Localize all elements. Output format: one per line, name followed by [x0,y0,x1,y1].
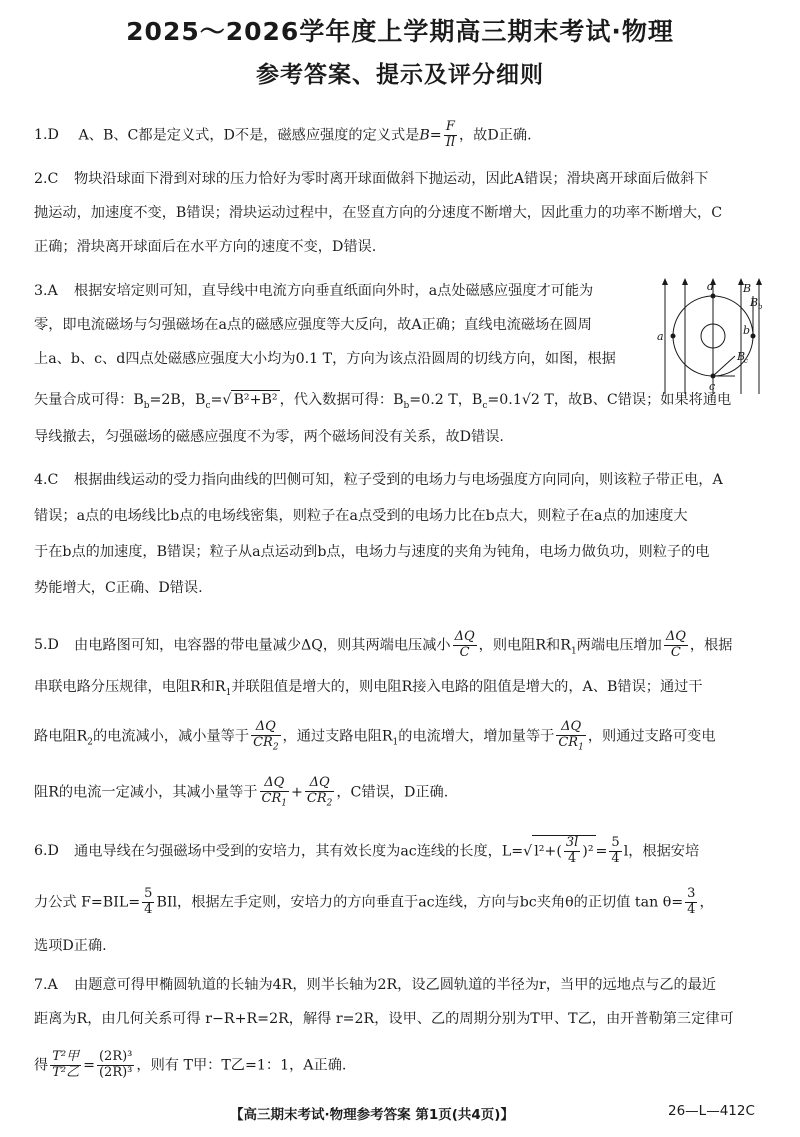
answer-3-line-2: 零，即电流磁场与匀强磁场在a点的磁感应强度等大反向，故A正确；直线电流磁场在圆周 [34,317,592,333]
answer-2-line-1: 物块沿球面下滑到对球的压力恰好为零时离开球面做斜下抛运动，因此A错误；滑块离开球面后做斜下 [74,171,709,187]
page-subtitle: 参考答案、提示及评分细则 [256,62,544,88]
point-a [671,334,676,339]
answer-3-line-5: 导线撤去，匀强磁场的磁感应强度不为零，两个磁场间没有关系，故D错误. [34,429,504,445]
answer-4-line-3: 于在b点的加速度，B错误；粒子从a点运动到b点，电场力与速度的夹角为钝角，电场力做负功，则粒子的电 [34,544,710,560]
answer-3-line-1: 根据安培定则可知，直导线中电流方向垂直纸面向外时，a点处磁感应强度才可能为 [74,283,594,299]
answer-1-fraction: $\frac{F}{Il}$ [445,119,455,150]
answer-5-line-4: 阻R的电流一定减小，其减小量等于 $\frac{\Delta Q}{CR_1}$ + $\frac{\Delta Q}{CR_2}$ ，C错误，D正确. [34,775,449,809]
label-Bc-subscript: c [744,357,748,365]
footer-title: 【高三期末考试·物理参考答案 第1页(共4页)】 [230,1107,514,1123]
label-d: d [707,280,715,293]
arrow-2 [682,278,688,285]
answer-1-label: 1.D [34,127,59,144]
answer-1-text: A、B、C都是定义式，D不是，磁感应强度的定义式是 [78,127,420,144]
answer-7-line-3: 得 $\frac{\text{T²甲}}{\text{T²乙}}$ = $\frac{\text{(2R)³}}{\text{(2R)³}}$ ，则有 T甲：T乙=1：1，A正确. [34,1049,347,1080]
answer-7-label: 7.A [34,977,58,993]
answer-1-tail: ，故D正确. [458,127,532,144]
label-Bc: B [737,350,746,363]
page-title: 2025～2026学年度上学期高三期末考试·物理 [126,17,674,46]
label-Bb: B [750,296,759,309]
answer-6-line-2: 力公式 F=BIL= $\frac{5}{4}$ BIl，根据左手定则，安培力的方向垂直于ac连线，方向与bc夹角θ的正切值 tan θ= $\frac{3}{4}$ ， [34,886,714,917]
bc-vector [713,356,735,376]
point-c [711,374,716,379]
answer-4-label: 4.C [34,472,59,488]
label-Bb-subscript: b [758,303,763,311]
label-B: B [743,282,752,295]
footer-code: 26—L—412C [668,1103,755,1119]
answer-2-line-2: 抛运动，加速度不变，B错误；滑块运动过程中，在竖直方向的分速度不断增大，因此重力的功率不断增大，C [34,205,723,221]
answer-3-label: 3.A [34,283,58,299]
answer-5-label: 5.D [34,637,59,654]
label-c: c [709,380,716,393]
answer-6-line-3: 选项D正确. [34,938,107,954]
answer-7-line-2: 距离为R，由几何关系可得 r−R+R=2R，解得 r=2R，设甲、乙的周期分别为T甲、T乙，由开普勒第三定律可 [34,1011,734,1027]
answer-4-line-4: 势能增大，C正确、D错误. [34,580,203,596]
label-b: b [743,324,751,337]
arrow-5 [756,278,762,285]
answer-2-line-3: 正确；滑块离开球面后在水平方向的速度不变，D错误. [34,239,377,255]
answer-7-line-1: 由题意可得甲椭圆轨道的长轴为4R，则半长轴为2R，设乙圆轨道的半径为r，当甲的远地点与乙的最近 [74,977,717,993]
point-b [751,334,756,339]
answer-4-line-1: 根据曲线运动的受力指向曲线的凹侧可知，粒子受到的电场力与电场强度方向同向，则该粒子带正电，A [74,472,723,488]
answer-2-label: 2.C [34,171,59,187]
answer-5-line-1: 5.D 由电路图可知，电容器的带电量减少ΔQ，则其两端电压减小 $\frac{\Delta Q}{C}$ ，则电阻R和$R_1$两端电压增加 $\frac{\Delta Q}{C}$ ，根据 [34,629,733,660]
answer-1-formula: B= [419,127,442,144]
answer-6-line-1: 6.D 通电导线在匀强磁场中受到的安培力，其有效长度为ac连线的长度，L=√ l²+( $\frac{3l}{4}$ )² = $\frac{5}{4}$ l，根据安培 [34,835,700,866]
answer-3-line-4: 矢量合成可得：$B_b=2B$，$B_c=√$ B²+B² ，代入数据可得：$B_b=0.2$ T，$B_c=0.1√2$ T，故B、C错误；如果将通电 [34,392,732,411]
point-d [711,294,716,299]
answer-6-label: 6.D [34,843,59,860]
label-a: a [657,330,664,343]
arrow-1 [662,278,668,285]
answer-5-line-2: 串联电路分压规律，电阻R和$R_1$并联阻值是增大的，则电阻R接入电路的阻值是增大的，A、B错误；通过干 [34,679,703,698]
answer-3-line-3: 上a、b、c、d四点处磁感应强度大小均为0.1 T，方向为该点沿圆周的切线方向，如图，根据 [34,351,616,367]
answer-4-line-2: 错误；a点的电场线比b点的电场线密集，则粒子在a点受到的电场力比在b点大，则粒子在a点的加速度大 [34,508,688,524]
magnetic-field-figure [655,276,767,396]
answer-5-line-3: 路电阻$R_2$的电流减小，减小量等于 $\frac{\Delta Q}{CR_2}$ ，通过支路电阻$R_1$的电流增大，增加量等于 $\frac{\Delta Q}{CR_1}$ ，则通过支路可变电 [34,719,716,753]
